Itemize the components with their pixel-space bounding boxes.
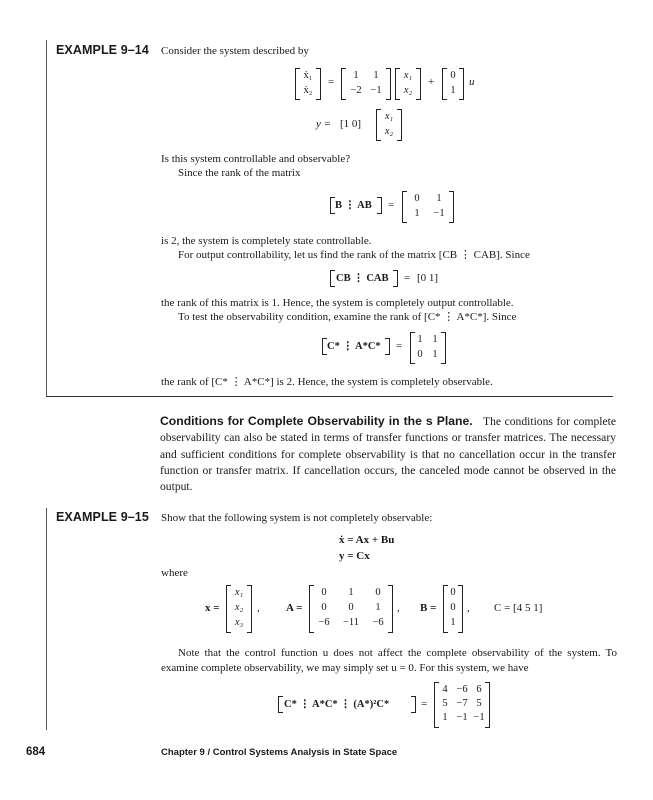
obs-equation-14: [322, 330, 462, 366]
c12: 1: [436, 193, 442, 204]
state-eq-15: ẋ = Ax + Bu: [339, 534, 395, 546]
o12: 1: [432, 334, 438, 345]
output-ctrl-text: For output controllability, let us find the rank of the matrix [CB ⋮ CAB]. Since: [178, 249, 530, 261]
a11: 1: [353, 70, 359, 81]
x2: x₂: [403, 85, 413, 96]
a21: 0: [321, 602, 327, 613]
section-heading: Conditions for Complete Observability in the s Plane.: [160, 414, 473, 428]
x1: x₁: [234, 587, 244, 598]
example-15-rule: [46, 508, 47, 730]
matrix-A-14: [341, 68, 391, 100]
obs-matrix-14: [410, 332, 446, 364]
example-15-label: EXAMPLE 9–15: [56, 510, 149, 524]
b1: 0: [450, 587, 456, 598]
page-number: 684: [26, 746, 46, 758]
o21: 5: [442, 698, 448, 709]
output-eq-15: y = Cx: [339, 550, 370, 562]
c21: 1: [414, 208, 420, 219]
a33: −6: [372, 617, 384, 628]
x-equals: x =: [205, 602, 220, 614]
a23: 1: [375, 602, 381, 613]
equals-sign: =: [421, 698, 428, 710]
example-14-bottom-rule: [46, 396, 613, 397]
x-vector-15: [226, 585, 252, 633]
xdot-2: ẋ₂: [303, 85, 313, 96]
obs-label-box: [322, 338, 390, 355]
section-body: The conditions for complete observability can also be stated in terms of transfer functions or transfer matrices. The necessary and sufficient conditions for complete observability is that no cancellation occur in the transfer function or transfer matrix. If cancellation occurs, the canceled mode cannot be observed in the output.: [160, 415, 616, 494]
example-14-intro: Consider the system described by: [161, 45, 309, 57]
b2: 0: [450, 602, 456, 613]
b2: 1: [450, 85, 456, 96]
o21: 0: [417, 349, 423, 360]
output-ctrl-result: the rank of this matrix is 1. Hence, the system is completely output controllable.: [161, 297, 514, 309]
o33: −1: [473, 712, 485, 723]
xdot-vector: [295, 68, 321, 100]
equals-sign: =: [404, 272, 411, 284]
o11: 1: [417, 334, 423, 345]
a12: 1: [373, 70, 379, 81]
c-row: [1 0]: [340, 118, 362, 130]
a21: −2: [350, 85, 362, 96]
cb-label-box: [330, 270, 398, 287]
ctrb-equation: [330, 189, 460, 225]
o12: −6: [456, 684, 468, 695]
comma: ,: [257, 602, 260, 614]
o11: 4: [442, 684, 448, 695]
u-symbol: u: [469, 76, 475, 88]
o23: 5: [476, 698, 482, 709]
a22: 0: [348, 602, 354, 613]
state-equation: [295, 66, 495, 104]
a11: 0: [321, 587, 327, 598]
comma: ,: [397, 602, 400, 614]
b3: 1: [450, 617, 456, 628]
ctrb-label-box: [330, 197, 382, 214]
chapter-footer: Chapter 9 / Control Systems Analysis in State Space: [161, 747, 398, 758]
a22: −1: [370, 85, 382, 96]
o32: −1: [456, 712, 468, 723]
example-14-rule: [46, 40, 47, 396]
xdot-1: ẋ₁: [303, 70, 313, 81]
B-equals: B =: [420, 602, 437, 614]
b1: 0: [450, 70, 456, 81]
o22: 1: [432, 349, 438, 360]
x2: x₂: [234, 602, 244, 613]
x1: x₁: [403, 70, 413, 81]
obs-equation-15: [278, 680, 498, 730]
plus-sign: +: [428, 76, 435, 88]
a13: 0: [375, 587, 381, 598]
o31: 1: [442, 712, 448, 723]
equals-sign: =: [388, 199, 395, 211]
cb-label: CB ⋮ CAB: [336, 273, 389, 284]
obs15-label: C* ⋮ A*C* ⋮ (A*)²C*: [284, 699, 390, 710]
equals-sign: =: [328, 76, 335, 88]
observability-section: [160, 413, 616, 495]
o22: −7: [456, 698, 468, 709]
question: Is this system controllable and observable?: [161, 153, 351, 165]
y-equals: y =: [316, 118, 332, 130]
cb-value: [0 1]: [417, 272, 439, 284]
ctrb-label: B ⋮ AB: [335, 200, 372, 211]
vector-B-15: [443, 585, 463, 633]
matrix-A-15: [309, 585, 393, 633]
x2: x₂: [384, 126, 394, 137]
x-vector-out: [376, 109, 402, 141]
since-rank: Since the rank of the matrix: [178, 167, 301, 179]
obs15-label-box: [278, 696, 416, 713]
A-equals: A =: [286, 602, 303, 614]
c22: −1: [433, 208, 445, 219]
example-15-intro: Show that the following system is not completely observable:: [161, 512, 433, 524]
example-14-label: EXAMPLE 9–14: [56, 43, 149, 57]
ctrb-matrix: [402, 191, 454, 223]
x-vector-14: [395, 68, 421, 100]
obs-text: To test the observability condition, examine the rank of [C* ⋮ A*C*]. Since: [178, 311, 517, 323]
a12: 1: [348, 587, 354, 598]
a32: −11: [342, 617, 360, 628]
comma: ,: [467, 602, 470, 614]
vector-B-14: [442, 68, 464, 100]
obs-matrix-15: [434, 682, 490, 728]
o13: 6: [476, 684, 482, 695]
x3: x₃: [234, 617, 244, 628]
obs-result: the rank of [C* ⋮ A*C*] is 2. Hence, the system is completely observable.: [161, 376, 493, 388]
ctrb-result: is 2, the system is completely state controllable.: [161, 235, 372, 247]
C-row-15: C = [4 5 1]: [494, 602, 543, 614]
a31: −6: [318, 617, 330, 628]
cb-equation: [330, 270, 470, 290]
note-paragraph: Note that the control function u does not affect the complete observability of the system. To examine complete observability, we may simply set u = 0. For this system, we have: [161, 647, 617, 674]
where: where: [161, 567, 188, 579]
x1: x₁: [384, 111, 394, 122]
obs-label: C* ⋮ A*C*: [327, 341, 381, 352]
output-equation: [316, 108, 436, 144]
c11: 0: [414, 193, 420, 204]
equals-sign: =: [396, 340, 403, 352]
